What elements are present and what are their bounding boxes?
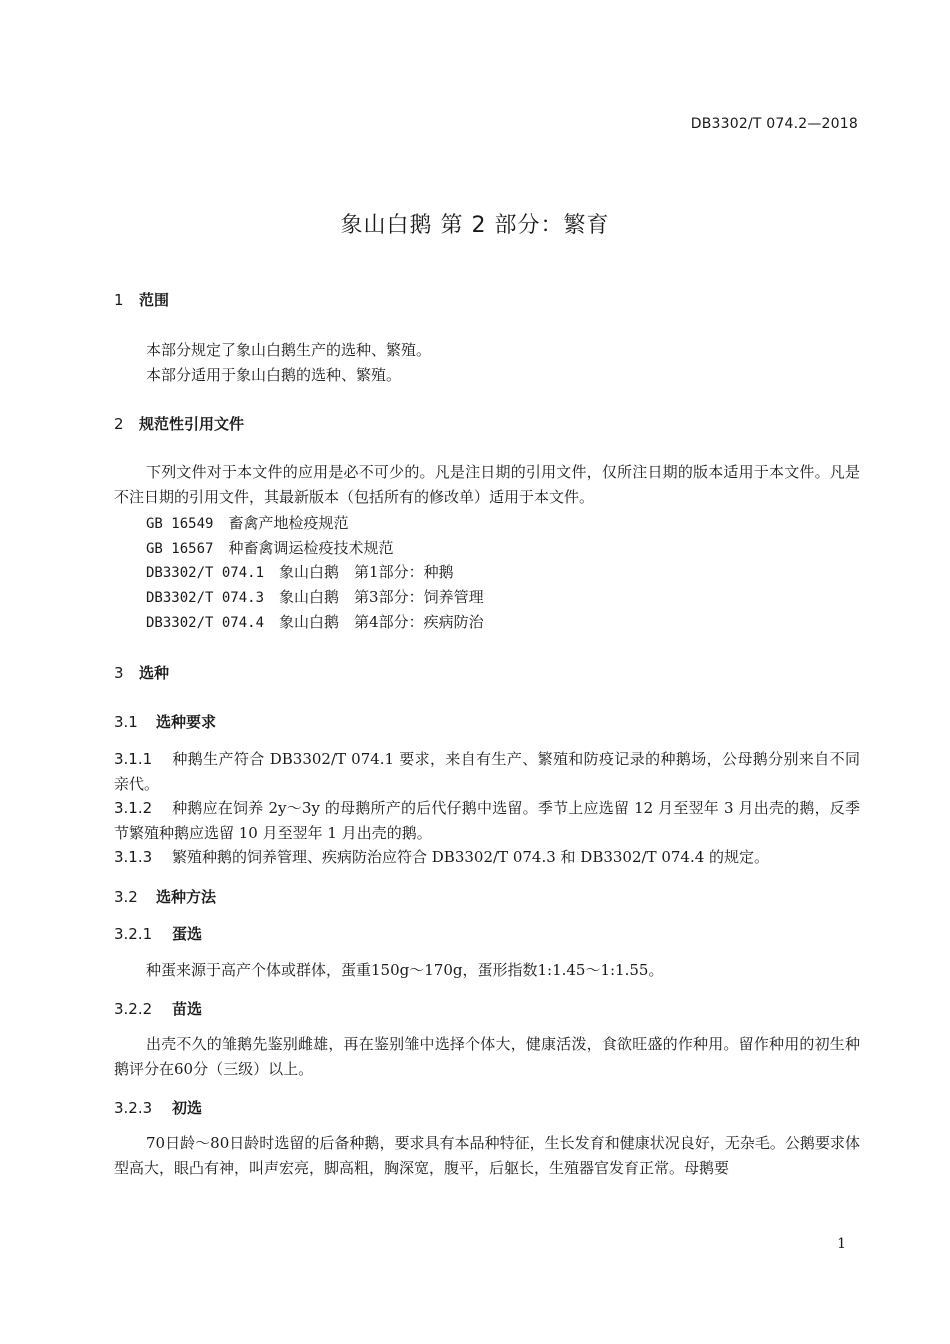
reference-item xyxy=(146,586,484,607)
clause-heading xyxy=(114,923,202,944)
reference-code: GB 16549 xyxy=(146,516,214,532)
reference-code: GB 16567 xyxy=(146,541,214,557)
paragraph: 出壳不久的雏鹅先鉴别雌雄，再在鉴别雏中选择个体大，健康活泼，食欲旺盛的作种用。留作种用的初生种鹅评分在60分（三级）以上。 xyxy=(114,1035,860,1078)
section-number: 1 xyxy=(114,291,124,309)
reference-name: 象山白鹅 第4部分：疾病防治 xyxy=(279,613,484,631)
clause-number: 3.2.1 xyxy=(114,925,153,943)
clause xyxy=(114,796,860,845)
section-number: 2 xyxy=(114,415,124,433)
page-number: 1 xyxy=(837,1236,846,1252)
clause-title: 蛋选 xyxy=(172,925,203,943)
subsection-heading xyxy=(114,886,216,907)
reference-item xyxy=(146,611,484,632)
clause-number: 3.2.2 xyxy=(114,1000,153,1018)
clause-number: 3.1.1 xyxy=(114,750,153,768)
subsection-number: 3.1 xyxy=(114,713,138,731)
section-title: 选种 xyxy=(139,664,170,682)
clause xyxy=(114,747,860,796)
section-title: 规范性引用文件 xyxy=(139,415,245,433)
paragraph: 下列文件对于本文件的应用是必不可少的。凡是注日期的引用文件，仅所注日期的版本适用于本文件。凡是不注日期的引用文件，其最新版本（包括所有的修改单）适用于本文件。 xyxy=(114,463,860,506)
reference-name: 种畜禽调运检疫技术规范 xyxy=(228,539,394,557)
section-heading-selection xyxy=(114,662,169,683)
reference-item xyxy=(146,537,393,558)
clause xyxy=(114,845,860,870)
clause-title: 苗选 xyxy=(172,1000,203,1018)
section-heading-scope xyxy=(114,289,169,310)
subsection-title: 选种要求 xyxy=(156,713,217,731)
subsection-number: 3.2 xyxy=(114,888,138,906)
reference-code: DB3302/T 074.3 xyxy=(146,590,265,606)
subsection-heading xyxy=(114,711,216,732)
reference-item xyxy=(146,561,454,582)
section-heading-normative-references xyxy=(114,413,244,434)
clause-number: 3.1.3 xyxy=(114,848,153,866)
paragraph: 种蛋来源于高产个体或群体，蛋重150g～170g，蛋形指数1:1.45～1:1.55。 xyxy=(146,961,664,979)
paragraph: 本部分规定了象山白鹅生产的选种、繁殖。 xyxy=(146,341,432,359)
clause-title: 初选 xyxy=(172,1099,203,1117)
clause-text: 繁殖种鹅的饲养管理、疾病防治应符合 DB3302/T 074.3 和 DB3302/T 074.4 的规定。 xyxy=(172,848,770,866)
reference-code: DB3302/T 074.4 xyxy=(146,615,265,631)
clause-heading xyxy=(114,998,202,1019)
reference-code: DB3302/T 074.1 xyxy=(146,565,265,581)
clause-number: 3.1.2 xyxy=(114,799,153,817)
reference-item xyxy=(146,512,348,533)
section-title: 范围 xyxy=(139,291,170,309)
section-number: 3 xyxy=(114,664,124,682)
paragraph: 70日龄～80日龄时选留的后备种鹅，要求具有本品种特征，生长发育和健康状况良好，无杂毛。公鹅要求体型高大，眼凸有神，叫声宏亮，脚高粗，胸深宽，腹平，后躯长，生殖器官发育正常。母鹅要 xyxy=(114,1134,860,1177)
clause-text: 种鹅生产符合 DB3302/T 074.1 要求，来自有生产、繁殖和防疫记录的种鹅场，公母鹅分别来自不同亲代。 xyxy=(114,750,860,793)
reference-name: 象山白鹅 第3部分：饲养管理 xyxy=(279,588,484,606)
document-title: 象山白鹅 第 2 部分：繁育 xyxy=(340,213,610,238)
clause-heading xyxy=(114,1097,202,1118)
subsection-title: 选种方法 xyxy=(156,888,217,906)
reference-name: 象山白鹅 第1部分：种鹅 xyxy=(279,563,454,581)
document-code: DB3302/T 074.2—2018 xyxy=(690,116,858,132)
paragraph: 本部分适用于象山白鹅的选种、繁殖。 xyxy=(146,366,402,384)
clause-text: 种鹅应在饲养 2y～3y 的母鹅所产的后代仔鹅中选留。季节上应选留 12 月至翌年 3 月出壳的鹅，反季节繁殖种鹅应选留 10 月至翌年 1 月出壳的鹅。 xyxy=(114,799,860,842)
clause-number: 3.2.3 xyxy=(114,1099,153,1117)
reference-name: 畜禽产地检疫规范 xyxy=(228,514,349,532)
